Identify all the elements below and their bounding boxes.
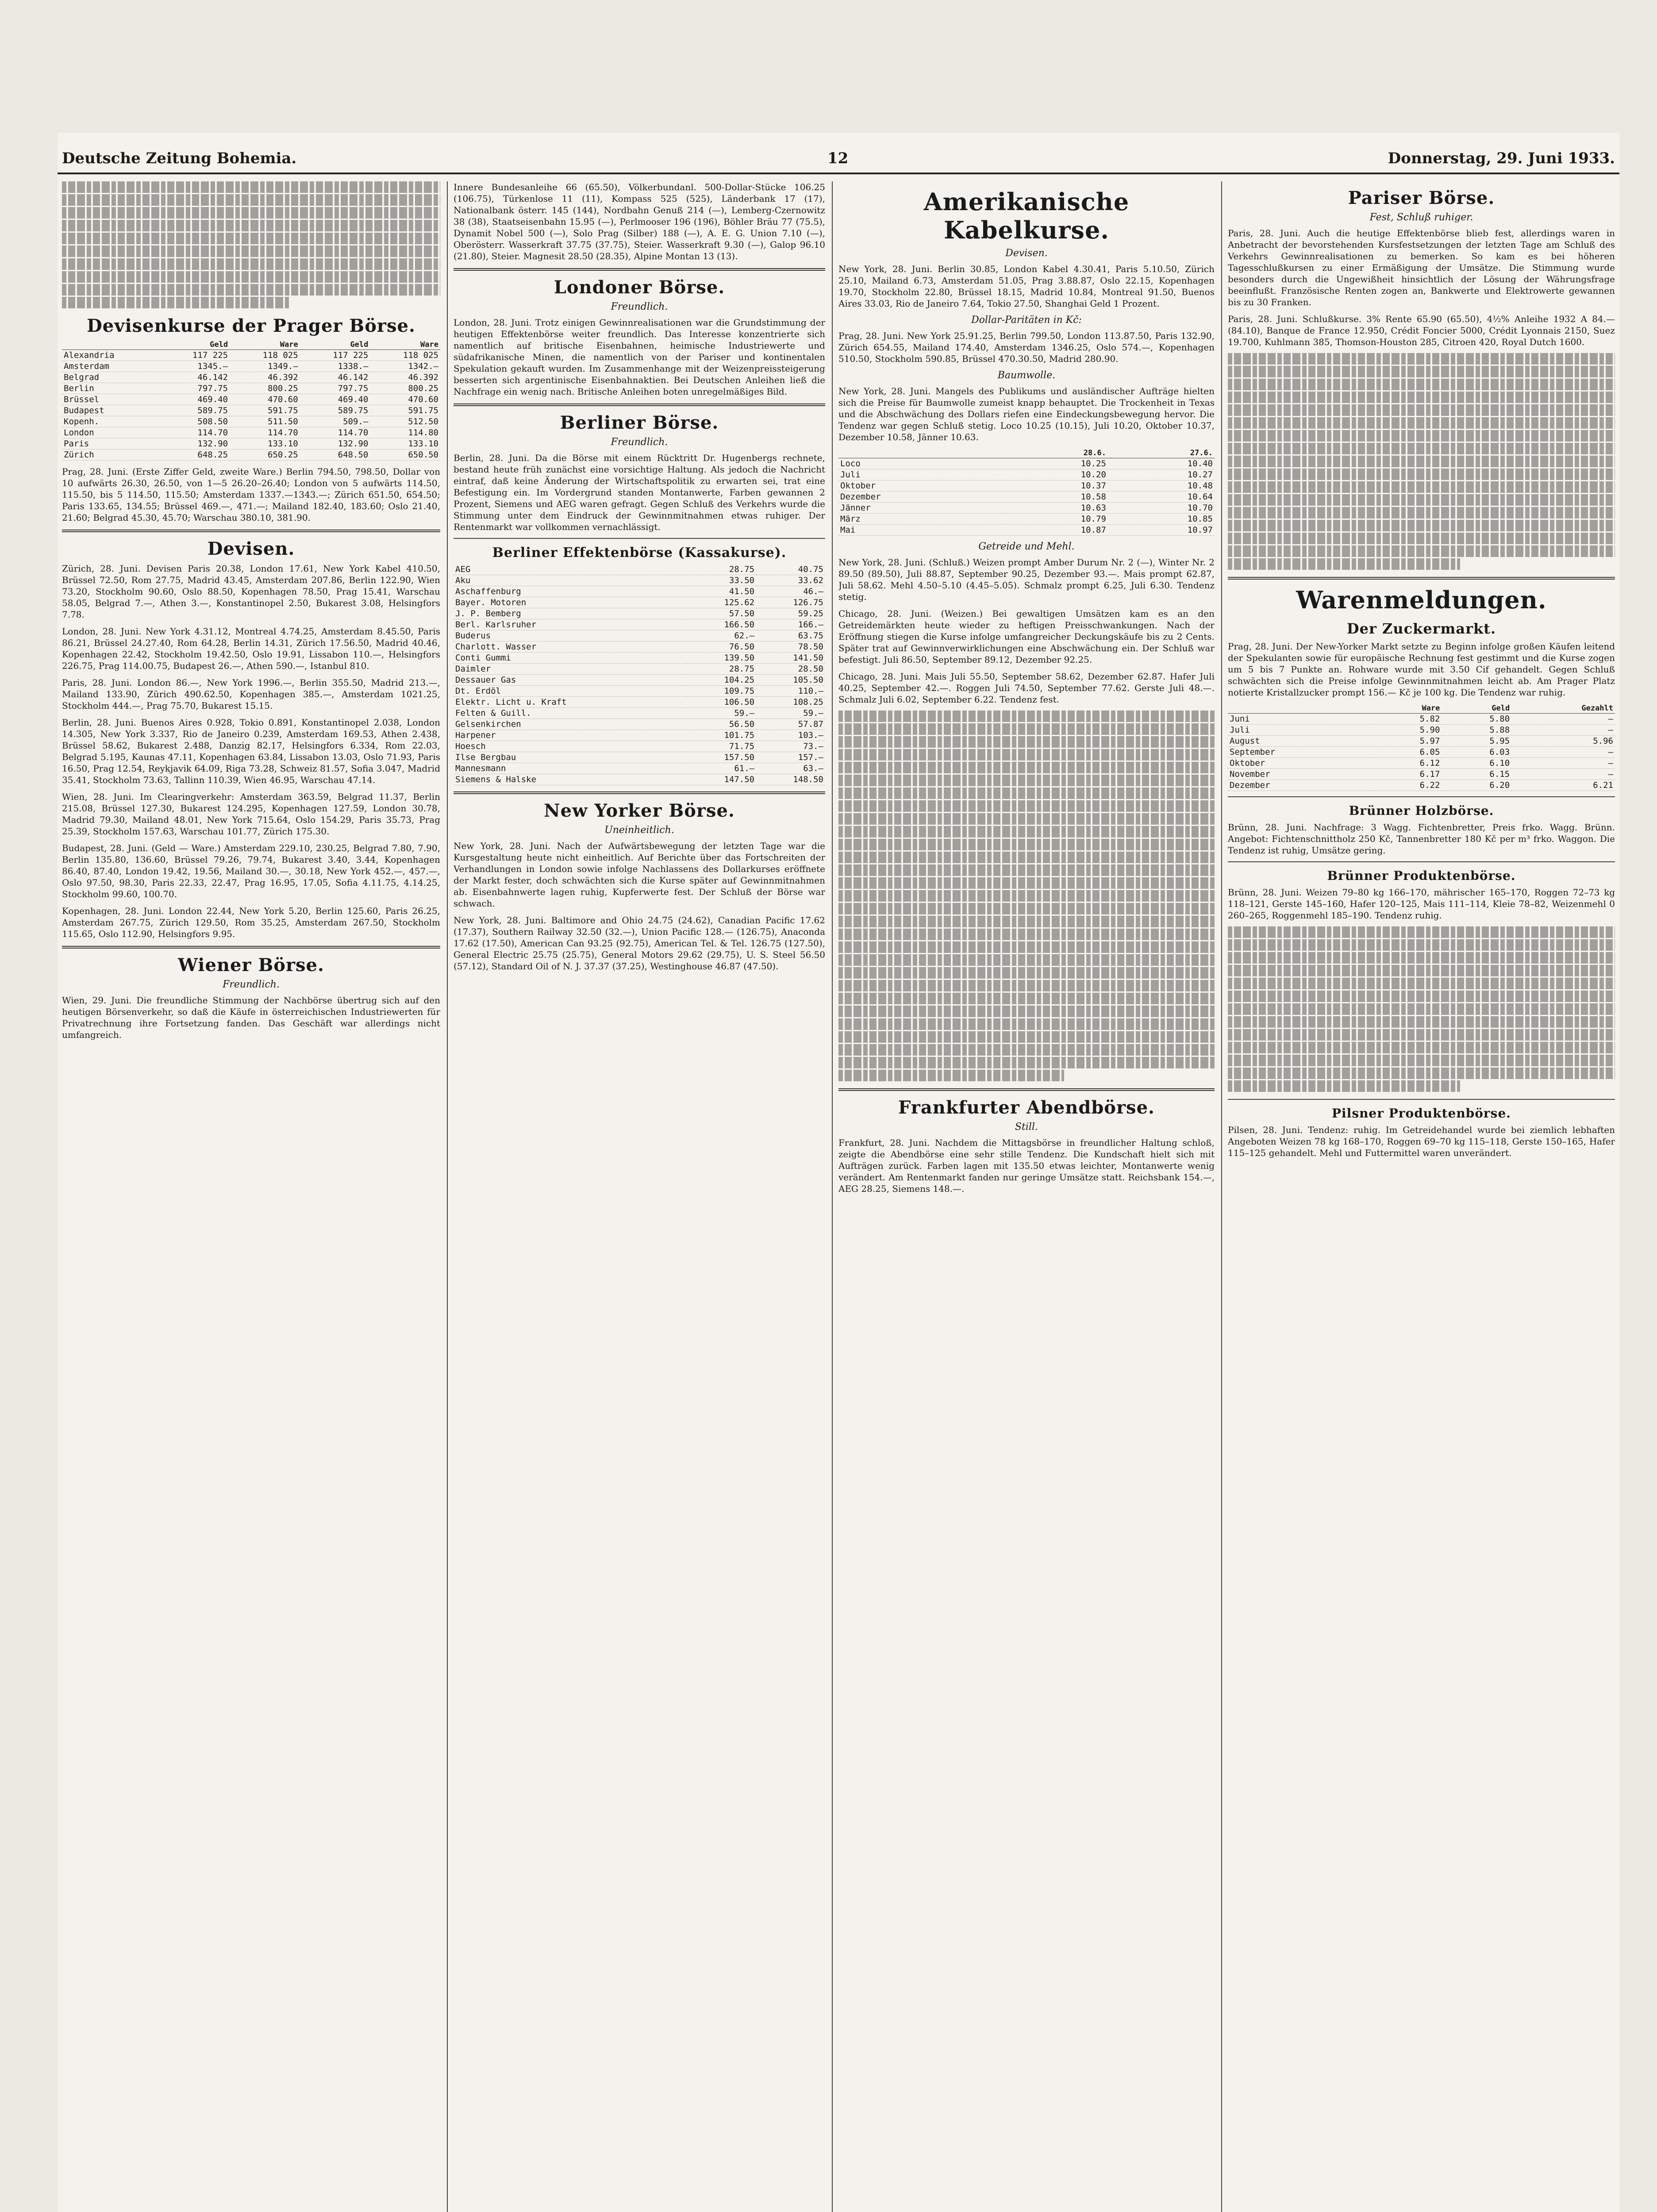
stock-list-block <box>62 181 440 308</box>
article-text: Berlin, 28. Juni. Buenos Aires 0.928, Tokio 0.891, Konstantinopel 2.038, London 14.305, New York 3.337, Rio de Janeiro 0.239, Amsterdam 169.53, Athen 2.438, Brüssel 58.62, Bukarest 2.488, Danzig 82.17, Helsingfors 6.334, Rom 22.03, Belgrad 5.195, Kaunas 47.11, Kopenhagen 63.84, Lissabon 13.03, Oslo 71.93, Paris 16.50, Prag 12.54, Reykjavik 64.09, Riga 73.28, Schweiz 81.57, Sofia 3.047, Madrid 35.41, Stockholm 73.63, Tallinn 110.39, Wien 46.95, Warschau 47.14. <box>62 717 440 785</box>
article-text: New York, 28. Juni. (Schluß.) Weizen prompt Amber Durum Nr. 2 (—), Winter Nr. 2 89.50 (89.50), Juli 88.87, September 90.25, Dezember 93.—. Mais prompt 62.87, Juli 58.62. Mehl 4.50–5.10 (4.45–5.05). Schmalz prompt 6.25, Juli 6.30. Tendenz stetig. <box>838 557 1215 602</box>
column-3 <box>838 181 1215 2212</box>
table-row: Gelsenkirchen 56.50 57.87 <box>454 719 825 730</box>
article-text: Paris, 28. Juni. London 86.—, New York 1996.—, Berlin 355.50, Madrid 213.—, Mailand 133.90, Zürich 490.62.50, Kopenhagen 385.—, Amsterdam 1021.25, Stockholm 444.—, Prag 75.70, Bukarest 15.15. <box>62 677 440 711</box>
paris-exchange-title: Pariser Börse. <box>1348 188 1495 208</box>
article-text: Paris, 28. Juni. Schlußkurse. 3% Rente 65.90 (65.50), 4½% Anleihe 1932 A 84.— (84.10), Banque de France 12.950, Crédit Foncier 5000, Crédit Lyonnais 2150, Suez 19.700, Kuhlmann 385, Thomson-Houston 285, Citroen 420, Royal Dutch 1600. <box>1228 314 1615 347</box>
table-row: Daimler 28.75 28.50 <box>454 664 825 675</box>
table-row: Conti Gummi 139.50 141.50 <box>454 653 825 664</box>
table-row: Zürich 648.25 650.25 648.50 650.50 <box>62 449 440 461</box>
berlin-kassa-table <box>454 564 825 785</box>
column-rule <box>1221 181 1222 2212</box>
table-row: Hoesch 71.75 73.— <box>454 741 825 752</box>
brno-produce-title: Brünner Produktenbörse. <box>1327 868 1516 883</box>
section-subtitle: Devisen. <box>1005 248 1048 259</box>
table-row: Oktober 10.37 10.48 <box>838 480 1215 492</box>
table-row: Budapest 589.75 591.75 589.75 591.75 <box>62 405 440 416</box>
article-text: Paris, 28. Juni. Auch die heutige Effektenbörse blieb fest, allerdings waren in Anbetracht der bevorstehenden Kursfestsetzungen der letzten Tage am Schluß des Verkehrs Gewinnrealisationen zu bemerken. So kam es bei höheren Tagesschlußkursen zu einer Ermäßigung der Umsätze. Die Stimmung wurde besonders durch die Ungewißheit hinsichtlich der Lösung der Währungsfrage beeinflußt. Französische Renten zogen an, Bankwerte und Elektrowerte gewannen bis zu 30 Franken. <box>1228 228 1615 307</box>
article-text: Berlin, 28. Juni. Da die Börse mit einem Rücktritt Dr. Hugenbergs rechnete, bestand heute früh zunächst eine vorsichtige Haltung. Als jedoch die Nachricht eintraf, daß keine Änderung der Wirtschaftspolitik zu erwarten sei, trat eine Befestigung ein. Im Vordergrund standen Montanwerte, Farben gewannen 2 Prozent, Siemens und AEG waren gefragt. Gegen Schluß des Verkehrs wurde die Stimmung unter dem Eindruck der Gewinnmitnahmen etwas ruhiger. Der Rentenmarkt war vollkommen vernachlässigt. <box>454 453 825 532</box>
table-row: Buderus 62.— 63.75 <box>454 630 825 641</box>
article-text: New York, 28. Juni. Baltimore and Ohio 24.75 (24.62), Canadian Pacific 17.62 (17.37), Southern Railway 32.50 (32.—), Union Pacific 128.— (126.75), Anaconda 17.62 (17.50), American Can 93.25 (92.75), American Tel. & Tel. 126.75 (127.50), General Electric 25.75 (25.75), General Motors 29.62 (29.75), U. S. Steel 56.50 (57.12), Standard Oil of N. J. 37.37 (37.25), Westinghouse 46.87 (47.50). <box>454 915 825 972</box>
fx-prague-table: Geld Ware Geld Ware Alexandria 117 225 118 025 117 225 118 025 Amsterdam 1345.— 1349.— 1338.— 1342.— Belgrad 46.142 46.392 46.142 46.392 Berlin 797.75 800.25 797.75 800.25 Brüssel 469.40 470.60 469.40 470.60 Budapest 589.75 591.75 589.75 591.75 Kopenh. 508.50 511.50 509.— 512.50 London 114.70 114.70 114.70 114.80 Paris 132.90 133.10 132.90 133.10 Zürich 648.25 650.25 648.50 650.50 <box>62 340 440 461</box>
table-row: Oktober 6.12 6.10 — <box>1228 758 1615 769</box>
table-row: Harpener 101.75 103.— <box>454 730 825 741</box>
cotton-table: 28.6. 27.6. Loco 10.25 10.40 Juli 10.20 10.27 Oktober 10.37 10.48 Dezember 10.58 10.64 Jänner 10.63 10.70 März 10.79 10.85 Mai 10.87 10.97 <box>838 448 1215 536</box>
london-exchange-subtitle: Freundlich. <box>611 301 668 312</box>
newspaper-page <box>58 133 1619 2212</box>
table-row: Elektr. Licht u. Kraft 106.50 108.25 <box>454 697 825 708</box>
table-row: Berlin 797.75 800.25 797.75 800.25 <box>62 383 440 394</box>
article-text: Brünn, 28. Juni. Weizen 79–80 kg 166–170, mährischer 165–170, Roggen 72–73 kg 118–121, Gerste 145–160, Hafer 120–125, Mais 111–114, Kleie 78–82, Weizenmehl 0 260–265, Roggenmehl 185–190. Tendenz ruhig. <box>1228 887 1615 921</box>
table-row: Mai 10.87 10.97 <box>838 525 1215 536</box>
vienna-exchange-subtitle: Freundlich. <box>223 979 280 990</box>
sugar-table: Ware Geld Gezahlt Juni 5.82 5.80 — Juli 5.90 5.88 — August 5.97 5.95 5.96 September 6.05 6.03 — Oktober 6.12 6.10 — November 6.17 6.15 — Dezember 6.22 6.20 6.21 <box>1228 703 1615 791</box>
article-text: Wien, 28. Juni. Im Clearingverkehr: Amsterdam 363.59, Belgrad 11.37, Berlin 215.08, Brüssel 127.30, Bukarest 124.295, Kopenhagen 127.59, London 30.78, Madrid 79.30, Mailand 48.01, New York 715.64, Oslo 154.29, Paris 35.73, Prag 25.39, Stockholm 157.63, Warschau 101.77, Zürich 175.30. <box>62 791 440 837</box>
goods-reports-title: Warenmeldungen. <box>1296 586 1547 614</box>
article-text: Frankfurt, 28. Juni. Nachdem die Mittagsbörse in freundlicher Haltung schloß, zeigte die Abendbörse eine sehr stille Tendenz. Die Kundschaft hielt sich mit Aufträgen zurück. Farben lagen mit 135.50 etwas leichter, Montanwerte wenig verändert. Am Rentenmarkt fanden nur geringe Umsätze statt. Reichsbank 154.—, AEG 28.25, Siemens 148.—. <box>838 1137 1215 1194</box>
table-row: Siemens & Halske 147.50 148.50 <box>454 774 825 785</box>
article-text: London, 28. Juni. Trotz einigen Gewinnrealisationen war die Grundstimmung der heutigen Effektenbörse weiter freundlich. Das Interesse konzentrierte sich namentlich auf britische Eisenbahnen, heimische Industriewerte und südafrikanische Minen, die namentlich von der Pariser und kontinentalen Spekulation gekauft wurden. Im Zusammenhange mit der Weizenpreissteigerung besserten sich argentinische Eisenbahnaktien. Bei Deutschen Anleihen ließ die Nachfrage ein wenig nach. Britische Anleihen boten unregelmäßiges Bild. <box>454 317 825 397</box>
devisen-title: Devisen. <box>207 538 295 559</box>
vienna-exchange-title: Wiener Börse. <box>178 955 324 975</box>
table-row: Berl. Karlsruher 166.50 166.— <box>454 619 825 630</box>
section-subtitle: Getreide und Mehl. <box>978 541 1075 552</box>
fx-prague-title: Devisenkurse der Prager Börse. <box>87 315 415 336</box>
column-4 <box>1228 181 1615 2212</box>
berlin-exchange-title: Berliner Börse. <box>560 412 719 433</box>
table-row: Loco 10.25 10.40 <box>838 458 1215 469</box>
article-text: Chicago, 28. Juni. Mais Juli 55.50, September 58.62, Dezember 62.87. Hafer Juli 40.25, September 42.—. Roggen Juli 74.50, September 77.62. Gerste Juli 48.—. Schmalz Juli 6.02, September 6.22. Tendenz fest. <box>838 671 1215 705</box>
article-text: Wien, 29. Juni. Die freundliche Stimmung der Nachbörse übertrug sich auf den heutigen Börsenverkehr, so daß die Käufe in österreichischen Industriewerten für Privatrechnung ihre Fortsetzung fanden. Das Geschäft war allerdings nicht umfangreich. <box>62 995 440 1040</box>
article-text: New York, 28. Juni. Nach der Aufwärtsbewegung der letzten Tage war die Kursgestaltung heute nicht einheitlich. Auf Berichte über das Fortschreiten der Verhandlungen in London sowie infolge Nachlassens des Dollarkurses eröffnete der Markt fester, doch schwächten sich die Kurse später auf Gewinnmitnahmen ab. Eisenbahnwerte lagen ruhig, Kupferwerte fest. Der Schluß der Börse war schwach. <box>454 841 825 909</box>
paris-exchange-subtitle: Fest, Schluß ruhiger. <box>1369 212 1473 223</box>
table-row: Charlott. Wasser 76.50 78.50 <box>454 641 825 653</box>
article-text: Prag, 28. Juni. New York 25.91.25, Berlin 799.50, London 113.87.50, Paris 132.90, Zürich 654.55, Mailand 174.40, Amsterdam 1346.25, Oslo 574.—, Kopenhagen 510.50, Stockholm 590.85, Brüssel 470.30.50, Madrid 280.90. <box>838 330 1215 364</box>
table-row: Aku 33.50 33.62 <box>454 575 825 586</box>
table-row: Dt. Erdöl 109.75 110.— <box>454 686 825 697</box>
table-row: AEG 28.75 40.75 <box>454 564 825 575</box>
table-row: Amsterdam 1345.— 1349.— 1338.— 1342.— <box>62 361 440 372</box>
table-row: Dessauer Gas 104.25 105.50 <box>454 675 825 686</box>
article-text: Brünn, 28. Juni. Nachfrage: 3 Wagg. Fichtenbretter, Preis frko. Wagg. Brünn. Angebot: Fichtenschnittholz 250 Kč, Tannenbretter 180 Kč per m³ frko. Waggon. Die Tendenz ist ruhig, Umsätze gering. <box>1228 822 1615 856</box>
section-subtitle: Dollar-Paritäten in Kč: <box>971 315 1082 326</box>
newyork-exchange-subtitle: Uneinheitlich. <box>604 825 674 836</box>
article-text: Pilsen, 28. Juni. Tendenz: ruhig. Im Getreidehandel wurde bei ziemlich lebhaften Angeboten Weizen 78 kg 168–170, Roggen 69–70 kg 115–118, Gerste 150–165, Hafer 115–125 gehandelt. Mehl und Futtermittel waren unverändert. <box>1228 1125 1615 1158</box>
table-row: Felten & Guill. 59.— 59.— <box>454 708 825 719</box>
section-subtitle: Baumwolle. <box>997 370 1056 381</box>
american-cable-title: Amerikanische Kabelkurse. <box>923 188 1130 244</box>
table-row: Dezember 10.58 10.64 <box>838 492 1215 503</box>
article-text: New York, 28. Juni. Mangels des Publikums und ausländischer Aufträge hielten sich die Preise für Baumwolle zumeist knapp behauptet. Die Trockenheit in Texas und die Abschwächung des Dollars riefen eine Eindeckungsbewegung hervor. Die Tendenz war gegen Schluß stetig. Loco 10.25 (10.15), Juli 10.20, Oktober 10.37, Dezember 10.58, Jänner 10.63. <box>838 386 1215 442</box>
table-row: Juli 5.90 5.88 — <box>1228 725 1615 736</box>
sugar-market-title: Der Zuckermarkt. <box>1346 620 1496 637</box>
frankfurt-exchange-title: Frankfurter Abendbörse. <box>898 1097 1155 1118</box>
article-text: Kopenhagen, 28. Juni. London 22.44, New York 5.20, Berlin 125.60, Paris 26.25, Amsterdam 267.75, Zürich 129.50, Rom 35.25, Amsterdam 267.50, Stockholm 115.65, Oslo 112.90, Helsingfors 9.95. <box>62 906 440 939</box>
header-paper-name: Deutsche Zeitung Bohemia. <box>62 150 297 167</box>
article-text: London, 28. Juni. New York 4.31.12, Montreal 4.74.25, Amsterdam 8.45.50, Paris 86.21, Brüssel 24.27.40, Rom 64.28, Berlin 14.31, Zürich 17.56.50, Madrid 40.46, Kopenhagen 22.42, Stockholm 19.42.50, Oslo 19.91, Lissabon 110.—, Helsingfors 226.75, Prag 114.00.75, Budapest 26.—, Athen 590.—, Istanbul 810. <box>62 626 440 671</box>
table-row: Bayer. Motoren 125.62 126.75 <box>454 597 825 608</box>
column-2 <box>454 181 825 2212</box>
column-1 <box>62 181 440 2212</box>
article-text: Innere Bundesanleihe 66 (65.50), Völkerbundanl. 500-Dollar-Stücke 106.25 (106.75), Türkenlose 11 (11), Kompass 525 (525), Länderbank 17 (17), Nationalbank österr. 145 (144), Nordbahn Genuß 214 (—), Lemberg-Czernowitz 38 (38), Staatseisenbahn 15.95 (—), Perlmooser 196 (196), Böhler Bräu 77 (75.5), Dynamit Nobel 500 (—), Solo Prag (Silber) 188 (—), A. E. G. Union 7.10 (—), Oberösterr. Wasserkraft 37.75 (37.75), Steier. Wasserkraft 9.30 (—), Galop 96.10 (21.80), Steier. Magnesit 28.50 (28.35), Alpine Montan 13 (13). <box>454 182 825 261</box>
table-row: März 10.79 10.85 <box>838 514 1215 525</box>
table-row: Belgrad 46.142 46.392 46.142 46.392 <box>62 372 440 383</box>
page-header <box>58 146 1619 174</box>
table-row: August 5.97 5.95 5.96 <box>1228 736 1615 747</box>
table-row: November 6.17 6.15 — <box>1228 769 1615 780</box>
column-rule <box>447 181 448 2212</box>
article-text: Chicago, 28. Juni. (Weizen.) Bei gewaltigen Umsätzen kam es an den Getreidemärkten heute wieder zu heftigen Preisschwankungen. Nach der Eröffnung stiegen die Kurse infolge umfangreicher Deckungskäufe bis zu 2 Cents. Später trat auf Gewinnverwirklichungen eine Abschwächung ein. Der Schluß war befestigt. Juli 86.50, September 89.12, Dezember 92.25. <box>838 608 1215 665</box>
table-row: Paris 132.90 133.10 132.90 133.10 <box>62 438 440 449</box>
table-row: September 6.05 6.03 — <box>1228 747 1615 758</box>
header-date: Donnerstag, 29. Juni 1933. <box>1388 150 1615 167</box>
table-row: J. P. Bemberg 57.50 59.25 <box>454 608 825 619</box>
article-text: Zürich, 28. Juni. Devisen Paris 20.38, London 17.61, New York Kabel 410.50, Brüssel 72.50, Rom 27.75, Madrid 43.45, Amsterdam 207.86, Berlin 122.90, Wien 73.20, Stockholm 90.60, Oslo 88.50, Kopenhagen 78.50, Prag 15.41, Warschau 58.05, Belgrad 7.—, Athen 3.—, Konstantinopel 2.50, Bukarest 3.08, Helsingfors 7.78. <box>62 563 440 620</box>
table-row: Jänner 10.63 10.70 <box>838 503 1215 514</box>
column-rule <box>832 181 833 2212</box>
berlin-exchange-subtitle: Freundlich. <box>611 437 668 448</box>
brno-wood-title: Brünner Holzbörse. <box>1349 803 1494 818</box>
table-row: Ilse Bergbau 157.50 157.— <box>454 752 825 763</box>
table-row: London 114.70 114.70 114.70 114.80 <box>62 427 440 438</box>
london-exchange-title: Londoner Börse. <box>554 277 725 298</box>
article-text: Budapest, 28. Juni. (Geld — Ware.) Amsterdam 229.10, 230.25, Belgrad 7.80, 7.90, Berlin 135.80, 136.60, Brüssel 79.26, 79.74, Bukarest 3.40, 3.44, Kopenhagen 86.40, 87.40, London 19.42, 19.56, Mailand 30.—, 30.18, New York 452.—, 457.—, Oslo 97.50, 98.30, Paris 22.33, 22.47, Prag 16.95, 17.05, Sofia 4.11.75, 4.14.25, Stockholm 99.60, 100.70. <box>62 843 440 899</box>
table-row: Aschaffenburg 41.50 46.— <box>454 586 825 597</box>
pilsen-produce-title: Pilsner Produktenbörse. <box>1331 1106 1511 1121</box>
table-row: Alexandria 117 225 118 025 117 225 118 025 <box>62 350 440 361</box>
frankfurt-exchange-subtitle: Still. <box>1015 1121 1038 1133</box>
table-row: Dezember 6.22 6.20 6.21 <box>1228 780 1615 791</box>
newyork-exchange-title: New Yorker Börse. <box>544 800 735 821</box>
article-text: New York, 28. Juni. Berlin 30.85, London Kabel 4.30.41, Paris 5.10.50, Zürich 25.10, Mailand 6.73, Amsterdam 51.05, Prag 3.88.87, Oslo 22.15, Kopenhagen 19.70, Stockholm 22.80, Brüssel 18.15, Madrid 10.84, Montreal 91.50, Buenos Aires 33.03, Rio de Janeiro 7.64, Tokio 27.50, Shanghai Geld 1 Prozent. <box>838 264 1215 309</box>
table-row: Juli 10.20 10.27 <box>838 469 1215 480</box>
table-row: Mannesmann 61.— 63.— <box>454 763 825 774</box>
table-row: Brüssel 469.40 470.60 469.40 470.60 <box>62 394 440 405</box>
article-text: Prag, 28. Juni. (Erste Ziffer Geld, zweite Ware.) Berlin 794.50, 798.50, Dollar von 10 aufwärts 26.30, 26.50, von 1—5 26.20–26.40; London von 5 aufwärts 114.50, 115.50, bis 5 114.50, 115.50; Amsterdam 1337.—1343.—; Zürich 651.50, 654.50; Paris 133.65, 134.55; Brüssel 469.—, 471.—; Mailand 182.40, 183.60; Oslo 21.40, 21.60; Belgrad 45.30, 45.70; Warschau 380.10, 381.90. <box>62 466 440 523</box>
table-row: Kopenh. 508.50 511.50 509.— 512.50 <box>62 416 440 427</box>
table-row: Juni 5.82 5.80 — <box>1228 714 1615 725</box>
header-page-number: 12 <box>827 150 849 167</box>
berlin-kassa-title: Berliner Effektenbörse (Kassakurse). <box>492 545 787 561</box>
article-text: Prag, 28. Juni. Der New-Yorker Markt setzte zu Beginn infolge großen Käufen leitend der Spekulanten sowie für europäische Rechnung fest gestimmt und die Kurse zogen um 5 bis 7 Punkte an. Rohware wurde mit 3.50 Cif gehandelt. Gegen Schluß schwächten sich die Preise infolge Gewinnmitnahmen leicht ab. Am Prager Platz notierte Kristallzucker prompt 156.— Kč je 100 kg. Die Tendenz war ruhig. <box>1228 641 1615 698</box>
